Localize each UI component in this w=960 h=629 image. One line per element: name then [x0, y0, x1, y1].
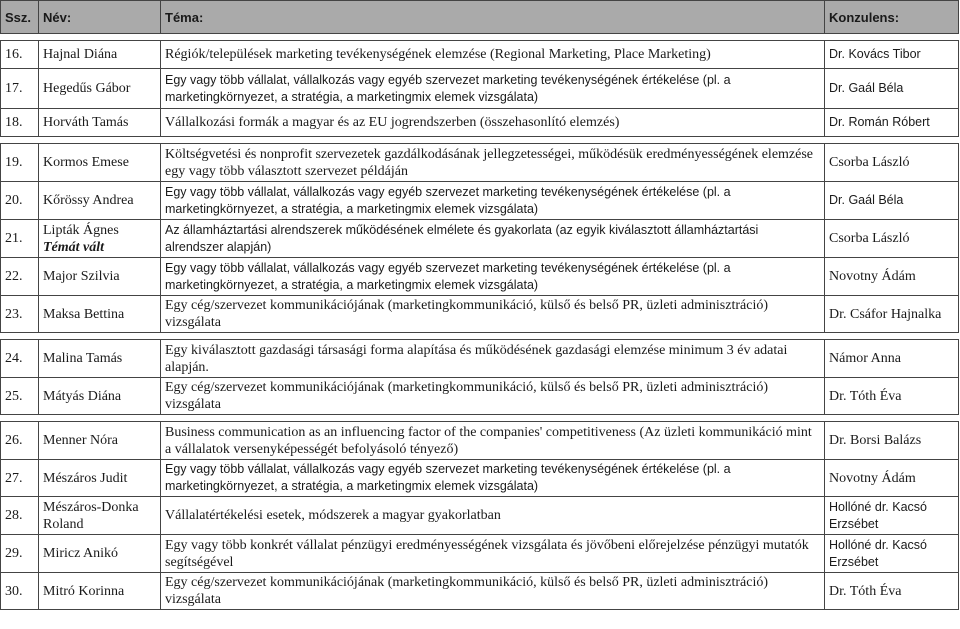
row-nev: Miricz Anikó: [39, 535, 161, 573]
row-konzulens: Dr. Borsi Balázs: [825, 422, 959, 460]
row-tema: Egy vagy több vállalat, vállalkozás vagy egyéb szervezet marketing tevékenységének értékelése (pl. a marketingkörnyezet, a stratégia, a marketingmix elemek vizsgálata): [161, 258, 825, 296]
row-nev: Kormos Emese: [39, 144, 161, 182]
row-konzulens: Dr. Tóth Éva: [825, 378, 959, 415]
table-row: [1, 340, 959, 378]
row-tema: Egy cég/szervezet kommunikációjának (marketingkommunikáció, külső és belső PR, üzleti adminisztráció) vizsgálata: [161, 573, 825, 610]
table-row: [1, 258, 959, 296]
row-ssz: 23.: [1, 296, 39, 333]
row-tema: Költségvetési és nonprofit szervezetek gazdálkodásának jellegzetességei, működésük eredményességének elemzése egy vagy több választott szervezet példáján: [161, 144, 825, 182]
row-ssz: 17.: [1, 69, 39, 109]
table-row: [1, 460, 959, 497]
row-nev: Lipták Ágnes: [43, 222, 119, 238]
row-ssz: 25.: [1, 378, 39, 415]
row-ssz: 20.: [1, 182, 39, 220]
row-tema: Egy vagy több vállalat, vállalkozás vagy egyéb szervezet marketing tevékenységének értékelése (pl. a marketingkörnyezet, a stratégia, a marketingmix elemek vizsgálata): [161, 460, 825, 497]
row-konzulens: Dr. Tóth Éva: [825, 573, 959, 610]
table-row: [1, 41, 959, 69]
row-nev: Horváth Tamás: [39, 109, 161, 137]
row-konzulens: Dr. Gaál Béla: [825, 182, 959, 220]
header-nev: Név:: [39, 1, 161, 34]
table-row: [1, 497, 959, 535]
row-konzulens: Námor Anna: [825, 340, 959, 378]
row-nev-cell: [39, 220, 161, 258]
row-tema: Egy kiválasztott gazdasági társasági forma alapítása és működésének gazdasági elemzése minimum 3 év adatai alapján.: [161, 340, 825, 378]
row-nev: Menner Nóra: [39, 422, 161, 460]
table-row: [1, 69, 959, 109]
table-row: [1, 182, 959, 220]
row-tema: Business communication as an influencing factor of the companies' competitiveness (Az üzleti kommunikáció mint a vállalatok versenyképességét befolyásoló tényező): [161, 422, 825, 460]
row-konzulens: Hollóné dr. Kacsó Erzsébet: [825, 535, 959, 573]
row-tema: Egy cég/szervezet kommunikációjának (marketingkommunikáció, külső és belső PR, üzleti adminisztráció) vizsgálata: [161, 378, 825, 415]
table-row: [1, 573, 959, 610]
row-tema: Egy cég/szervezet kommunikációjának (marketingkommunikáció, külső és belső PR, üzleti adminisztráció) vizsgálata: [161, 296, 825, 333]
row-nev: Mészáros Judit: [39, 460, 161, 497]
row-ssz: 16.: [1, 41, 39, 69]
row-nev: Mészáros-Donka Roland: [39, 497, 161, 535]
table-row: [1, 378, 959, 415]
row-konzulens: Hollóné dr. Kacsó Erzsébet: [825, 497, 959, 535]
table-row: [1, 144, 959, 182]
row-ssz: 22.: [1, 258, 39, 296]
header-tema: Téma:: [161, 1, 825, 34]
row-konzulens: Dr. Csáfor Hajnalka: [825, 296, 959, 333]
header-konzulens: Konzulens:: [825, 1, 959, 34]
row-ssz: 24.: [1, 340, 39, 378]
row-ssz: 27.: [1, 460, 39, 497]
row-nev: Malina Tamás: [39, 340, 161, 378]
row-nev: Kőrössy Andrea: [39, 182, 161, 220]
row-tema: Vállalkozási formák a magyar és az EU jogrendszerben (összehasonlító elemzés): [161, 109, 825, 137]
row-tema: Vállalatértékelési esetek, módszerek a magyar gyakorlatban: [161, 497, 825, 535]
table-row: [1, 422, 959, 460]
row-nev: Mátyás Diána: [39, 378, 161, 415]
row-konzulens: Dr. Gaál Béla: [825, 69, 959, 109]
row-tema: Régiók/települések marketing tevékenységének elemzése (Regional Marketing, Place Marketing): [161, 41, 825, 69]
row-ssz: 26.: [1, 422, 39, 460]
header-ssz: Ssz.: [1, 1, 39, 34]
row-ssz: 29.: [1, 535, 39, 573]
row-ssz: 30.: [1, 573, 39, 610]
table-row: [1, 535, 959, 573]
row-konzulens: Csorba László: [825, 144, 959, 182]
row-tema: Egy vagy több vállalat, vállalkozás vagy egyéb szervezet marketing tevékenységének értékelése (pl. a marketingkörnyezet, a stratégia, a marketingmix elemek vizsgálata): [161, 69, 825, 109]
table-row: [1, 296, 959, 333]
table-row: [1, 220, 959, 258]
row-nev: Hegedűs Gábor: [39, 69, 161, 109]
row-ssz: 28.: [1, 497, 39, 535]
row-tema: Az államháztartási alrendszerek működésének elmélete és gyakorlata (az egyik kiválasztott államháztartási alrendszer alapján): [161, 220, 825, 258]
table-header-row: [1, 1, 959, 34]
row-nev: Major Szilvia: [39, 258, 161, 296]
row-ssz: 21.: [1, 220, 39, 258]
row-ssz: 18.: [1, 109, 39, 137]
row-konzulens: Novotny Ádám: [825, 258, 959, 296]
row-konzulens: Novotny Ádám: [825, 460, 959, 497]
row-nev: Mitró Korinna: [39, 573, 161, 610]
row-ssz: 19.: [1, 144, 39, 182]
row-tema: Egy vagy több vállalat, vállalkozás vagy egyéb szervezet marketing tevékenységének értékelése (pl. a marketingkörnyezet, a stratégia, a marketingmix elemek vizsgálata): [161, 182, 825, 220]
row-tema: Egy vagy több konkrét vállalat pénzügyi eredményességének vizsgálata és jövőbeni előrejelzése pénzügyi mutatók segítségével: [161, 535, 825, 573]
row-nev: Maksa Bettina: [39, 296, 161, 333]
table-row: [1, 109, 959, 137]
topic-change-note: Témát vált: [43, 239, 105, 255]
row-konzulens: Dr. Kovács Tibor: [825, 41, 959, 69]
row-konzulens: Csorba László: [825, 220, 959, 258]
row-nev: Hajnal Diána: [39, 41, 161, 69]
row-konzulens: Dr. Román Róbert: [825, 109, 959, 137]
